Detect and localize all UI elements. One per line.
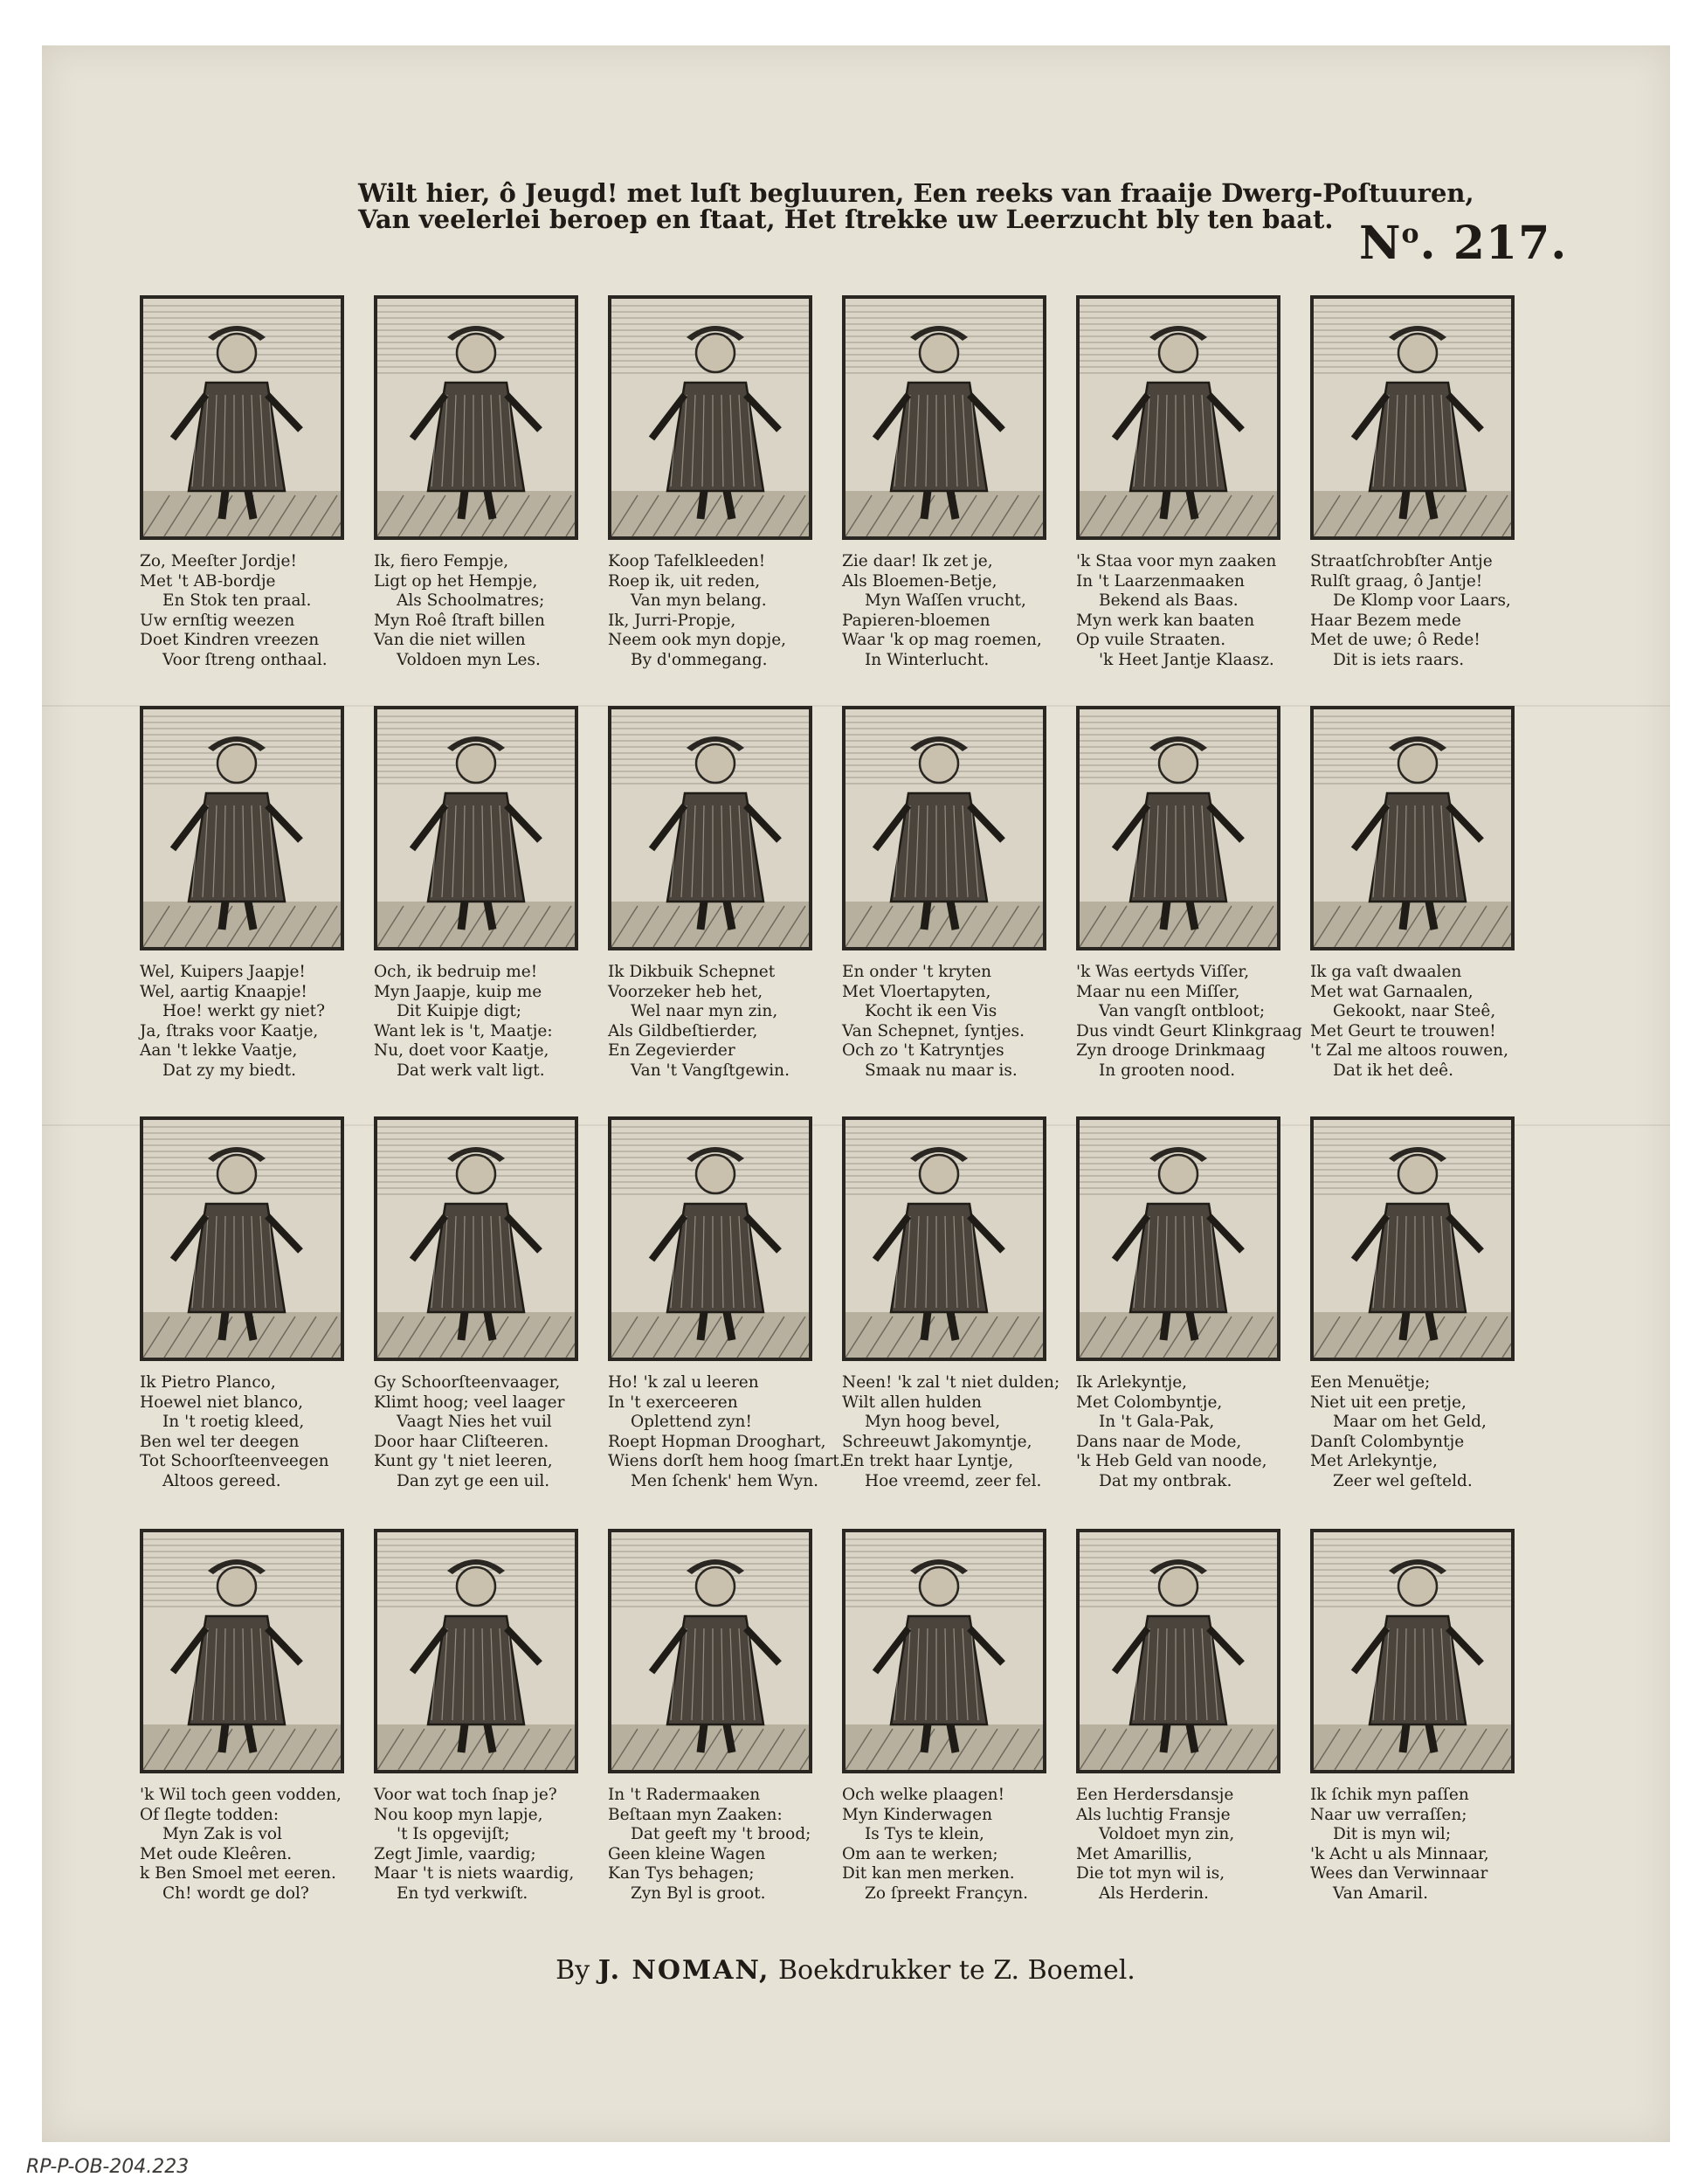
- figure-cell: [1310, 1116, 1520, 1491]
- verse-line: Ik, Jurri-Propje,: [608, 611, 736, 630]
- imprint-printer: J. NOMAN,: [597, 1955, 770, 1986]
- verse-line: 'k Was eertyds Viſſer,: [1076, 963, 1250, 981]
- verse-line: Och, ik bedruip me!: [374, 963, 538, 981]
- verse-line: Zo, Meeſter Jordje!: [140, 552, 297, 570]
- verse-line: En trekt haar Lyntje,: [842, 1452, 1014, 1470]
- verse: [608, 1373, 845, 1491]
- verse-line: Kocht ik een Vis: [865, 1002, 997, 1020]
- woodcut-image: [1080, 1120, 1277, 1358]
- verse-line: Danſt Colombyntje: [1310, 1432, 1465, 1451]
- verse-line: Och zo 't Katryntjes: [842, 1041, 1004, 1060]
- verse-line: Beſtaan myn Zaaken:: [608, 1805, 783, 1824]
- woodcut-figure: [1310, 1116, 1515, 1361]
- woodcut-figure: [842, 1116, 1046, 1361]
- verse-line: De Klomp voor Laars,: [1333, 591, 1511, 610]
- verse-line: Dit Kuipje digt;: [397, 1002, 521, 1020]
- verse-line: Aan 't lekke Vaatje,: [140, 1041, 298, 1060]
- verse-line: In 't exerceeren: [608, 1393, 738, 1412]
- verse-line: Voor ſtreng onthaal.: [162, 650, 328, 669]
- verse-line: Myn Zak is vol: [162, 1825, 282, 1843]
- title-line-1: Wilt hier, ô Jeugd! met luſt begluuren, Een reeks van fraaije Dwerg-Poſtuuren,: [358, 178, 1474, 208]
- verse-line: Kan Tys behagen;: [608, 1864, 755, 1883]
- verse-line: Och welke plaagen!: [842, 1786, 1005, 1804]
- verse: [1310, 552, 1520, 670]
- woodcut-figure: [374, 295, 578, 540]
- verse-line: Voor wat toch ſnap je?: [374, 1786, 557, 1804]
- verse-line: Tot Schoorſteenveegen: [140, 1452, 329, 1470]
- verse-line: Myn Kinderwagen: [842, 1805, 993, 1824]
- figure-cell: [374, 1116, 583, 1491]
- verse-line: Maar om het Geld,: [1333, 1413, 1487, 1431]
- verse-line: Is Tys te klein,: [865, 1825, 984, 1843]
- verse-line: Roep ik, uit reden,: [608, 571, 761, 591]
- verse-line: Ja, ſtraks voor Kaatje,: [140, 1021, 319, 1040]
- verse-line: Ik Dikbuik Schepnet: [608, 963, 776, 981]
- woodcut-image: [143, 1532, 341, 1770]
- verse-line: Myn werk kan baaten: [1076, 611, 1255, 630]
- figure-cell: [842, 295, 1052, 670]
- verse-line: Altoos gereed.: [162, 1471, 281, 1490]
- verse-line: Niet uit een pretje,: [1310, 1393, 1467, 1412]
- verse-line: Zyn drooge Drinkmaag: [1076, 1041, 1266, 1060]
- woodcut-figure: [1310, 295, 1515, 540]
- verse: [1310, 963, 1520, 1081]
- verse-line: Met Geurt te trouwen!: [1310, 1021, 1496, 1040]
- woodcut-image: [143, 299, 341, 536]
- verse-line: Dit is iets raars.: [1333, 650, 1465, 669]
- figure-cell: [1076, 706, 1302, 1081]
- verse-line: Dat my ontbrak.: [1099, 1471, 1232, 1490]
- woodcut-image: [1080, 299, 1277, 536]
- figure-cell: [1076, 295, 1286, 670]
- verse-line: 't Zal me altoos rouwen,: [1310, 1041, 1508, 1060]
- verse-line: Zie daar! Ik zet je,: [842, 552, 993, 570]
- figure-cell: [140, 1529, 349, 1904]
- verse-line: Ch! wordt ge dol?: [162, 1883, 309, 1903]
- verse-line: 'k Wil toch geen vodden,: [140, 1786, 342, 1804]
- woodcut-image: [143, 709, 341, 947]
- verse-line: Vaagt Nies het vuil: [397, 1413, 552, 1431]
- verse-line: Oplettend zyn!: [631, 1413, 752, 1431]
- verse: [1076, 963, 1302, 1081]
- verse: [140, 1373, 349, 1491]
- verse-line: Ligt op het Hempje,: [374, 571, 538, 591]
- verse-line: Door haar Cliſteeren.: [374, 1432, 549, 1451]
- woodcut-image: [1080, 709, 1277, 947]
- verse-line: Voldoen myn Les.: [397, 650, 541, 669]
- verse-line: Hoewel niet blanco,: [140, 1393, 303, 1412]
- verse-line: Hoe vreemd, zeer fel.: [865, 1471, 1042, 1490]
- woodcut-image: [377, 1532, 575, 1770]
- verse-line: Die tot myn wil is,: [1076, 1864, 1225, 1883]
- woodcut-image: [377, 709, 575, 947]
- verse-line: Zeer wel geſteld.: [1333, 1471, 1473, 1490]
- woodcut-image: [143, 1120, 341, 1358]
- woodcut-figure: [608, 706, 812, 950]
- verse-line: Met 't AB-bordje: [140, 571, 276, 591]
- verse-line: Als Gildbeſtierder,: [608, 1021, 758, 1040]
- figure-cell: [608, 295, 818, 670]
- figure-cell: [140, 706, 349, 1081]
- figure-cell: [1076, 1116, 1286, 1491]
- verse-line: Dit kan men merken.: [842, 1864, 1015, 1883]
- woodcut-figure: [374, 706, 578, 950]
- woodcut-figure: [1076, 295, 1280, 540]
- verse-line: En Zegevierder: [608, 1041, 735, 1060]
- verse-line: Met Colombyntje,: [1076, 1393, 1223, 1412]
- verse-line: Ik, fiero Fempje,: [374, 552, 509, 570]
- verse: [1076, 1373, 1286, 1491]
- woodcut-figure: [608, 1529, 812, 1773]
- verse-line: In 't Laarzenmaaken: [1076, 571, 1245, 591]
- woodcut-image: [611, 299, 809, 536]
- verse-line: Met wat Garnaalen,: [1310, 982, 1474, 1001]
- verse-line: Geen kleine Wagen: [608, 1844, 766, 1863]
- title-line-2: Van veelerlei beroep en ſtaat, Het ſtrekke uw Leerzucht bly ten baat.: [358, 204, 1334, 234]
- verse-line: Voorzeker heb het,: [608, 982, 763, 1001]
- verse-line: Dat ik het deê.: [1333, 1061, 1453, 1080]
- verse-line: In 't Radermaaken: [608, 1786, 761, 1804]
- verse-line: Want lek is 't, Maatje:: [374, 1021, 553, 1040]
- verse-line: Wiens dorſt hem hoog ſmart.: [608, 1452, 845, 1470]
- verse-line: Zyn Byl is groot.: [631, 1883, 766, 1903]
- verse-line: k Ben Smoel met eeren.: [140, 1864, 336, 1883]
- woodcut-figure: [608, 295, 812, 540]
- verse-line: Met Arlekyntje,: [1310, 1452, 1438, 1470]
- verse-line: Nu, doet voor Kaatje,: [374, 1041, 549, 1060]
- verse-line: Als luchtig Fransje: [1076, 1805, 1231, 1824]
- verse-line: Rulſt graag, ô Jantje!: [1310, 571, 1483, 591]
- verse-line: Of ſlegte todden:: [140, 1805, 280, 1824]
- verse-line: Neen! 'k zal 't niet dulden;: [842, 1373, 1060, 1392]
- figure-cell: [1310, 706, 1520, 1081]
- verse: [842, 552, 1052, 670]
- verse: [140, 552, 349, 670]
- verse-line: Ik ſchik myn paſſen: [1310, 1786, 1469, 1804]
- verse-line: Papieren-bloemen: [842, 611, 990, 630]
- verse: [1310, 1786, 1520, 1904]
- verse-line: Wees dan Verwinnaar: [1310, 1864, 1488, 1883]
- verse: [608, 1786, 818, 1904]
- figure-cell: [140, 295, 349, 670]
- woodcut-figure: [140, 295, 344, 540]
- verse-line: En tyd verkwiſt.: [397, 1883, 528, 1903]
- verse-line: In grooten nood.: [1099, 1061, 1236, 1080]
- verse: [842, 1786, 1052, 1904]
- verse: [1076, 552, 1286, 670]
- verse-line: By d'ommegang.: [631, 650, 768, 669]
- verse: [842, 963, 1052, 1081]
- verse-line: In 't roetig kleed,: [162, 1413, 305, 1431]
- woodcut-figure: [1310, 1529, 1515, 1773]
- figure-cell: [374, 295, 583, 670]
- number-prefix: N: [1359, 217, 1402, 270]
- verse: [374, 1373, 583, 1491]
- verse-line: 'k Heet Jantje Klaasz.: [1099, 650, 1274, 669]
- verse-line: Maar 't is niets waardig,: [374, 1864, 575, 1883]
- verse-line: Naar uw verraſſen;: [1310, 1805, 1467, 1824]
- verse-line: Ik ga vaſt dwaalen: [1310, 963, 1462, 981]
- verse-line: Men ſchenk' hem Wyn.: [631, 1471, 818, 1490]
- woodcut-image: [611, 1120, 809, 1358]
- verse: [140, 1786, 349, 1904]
- figure-cell: [842, 1529, 1052, 1904]
- woodcut-figure: [842, 295, 1046, 540]
- figure-cell: [140, 1116, 349, 1491]
- verse-line: Dat geeft my 't brood;: [631, 1825, 811, 1843]
- verse-line: Bekend als Baas.: [1099, 591, 1239, 610]
- woodcut-image: [846, 1120, 1043, 1358]
- verse-line: Met oude Kleêren.: [140, 1844, 293, 1863]
- verse: [374, 1786, 583, 1904]
- verse-line: Dat werk valt ligt.: [397, 1061, 545, 1080]
- figure-cell: [374, 1529, 583, 1904]
- verse-line: Klimt hoog; veel laager: [374, 1393, 565, 1412]
- verse-line: Roept Hopman Drooghart,: [608, 1432, 826, 1451]
- verse-line: Dat zy my biedt.: [162, 1061, 296, 1080]
- woodcut-figure: [374, 1529, 578, 1773]
- verse-line: Om aan te werken;: [842, 1844, 998, 1863]
- verse-line: Nou koop myn lapje,: [374, 1805, 543, 1824]
- page-title: [358, 178, 1474, 234]
- woodcut-figure: [374, 1116, 578, 1361]
- verse-line: Van Amaril.: [1333, 1883, 1428, 1903]
- woodcut-figure: [842, 706, 1046, 950]
- verse-line: Zegt Jimle, vaardig;: [374, 1844, 536, 1863]
- verse-line: Ho! 'k zal u leeren: [608, 1373, 759, 1392]
- verse-line: Smaak nu maar is.: [865, 1061, 1018, 1080]
- verse-line: Dan zyt ge een uil.: [397, 1471, 550, 1490]
- woodcut-image: [846, 299, 1043, 536]
- archive-mark: RP-P-OB-204.223: [26, 2156, 190, 2178]
- verse-line: Als Herderin.: [1099, 1883, 1209, 1903]
- verse-line: Kunt gy 't niet leeren,: [374, 1452, 553, 1470]
- verse-line: Straatſchrobſter Antje: [1310, 552, 1493, 570]
- verse-line: 'k Heb Geld van noode,: [1076, 1452, 1267, 1470]
- verse-line: Dit is myn wil;: [1333, 1825, 1452, 1843]
- number-sup: o: [1401, 218, 1420, 250]
- woodcut-image: [611, 709, 809, 947]
- figure-cell: [842, 1116, 1060, 1491]
- verse-line: Myn Waſſen vrucht,: [865, 591, 1026, 610]
- verse-line: Dans naar de Mode,: [1076, 1432, 1242, 1451]
- verse-line: Als Schoolmatres;: [397, 591, 545, 610]
- verse-line: Neem ook myn dopje,: [608, 631, 787, 649]
- verse-line: Op vuile Straaten.: [1076, 631, 1226, 649]
- verse-line: Als Bloemen-Betje,: [842, 571, 997, 591]
- woodcut-figure: [1076, 706, 1280, 950]
- woodcut-image: [846, 709, 1043, 947]
- verse-line: Doet Kindren vreezen: [140, 631, 320, 649]
- verse: [842, 1373, 1060, 1491]
- verse-line: Dus vindt Geurt Klinkgraag: [1076, 1021, 1302, 1040]
- figure-cell: [374, 706, 583, 1081]
- woodcut-image: [1314, 299, 1511, 536]
- woodcut-figure: [1076, 1529, 1280, 1773]
- verse: [140, 963, 349, 1081]
- verse-line: Zo ſpreekt Françyn.: [865, 1883, 1029, 1903]
- verse: [374, 963, 583, 1081]
- verse-line: Gekookt, naar Steê,: [1333, 1002, 1496, 1020]
- verse-line: Een Herdersdansje: [1076, 1786, 1234, 1804]
- verse-line: Ik Arlekyntje,: [1076, 1373, 1188, 1392]
- woodcut-image: [846, 1532, 1043, 1770]
- verse-line: 'k Staa voor myn zaaken: [1076, 552, 1277, 570]
- verse-line: Waar 'k op mag roemen,: [842, 631, 1042, 649]
- sheet-number: [1359, 217, 1567, 270]
- verse-line: En onder 't kryten: [842, 963, 992, 981]
- figure-cell: [842, 706, 1052, 1081]
- woodcut-figure: [140, 1529, 344, 1773]
- number-value: . 217.: [1419, 217, 1568, 270]
- verse-line: Van vangſt ontbloot;: [1099, 1002, 1266, 1020]
- verse-line: Myn Roê ſtraft billen: [374, 611, 545, 630]
- verse-line: Wel, aartig Knaapje!: [140, 982, 307, 1001]
- imprint-suffix: Boekdrukker te Z. Boemel.: [778, 1955, 1135, 1986]
- woodcut-figure: [1310, 706, 1515, 950]
- figure-cell: [1076, 1529, 1286, 1904]
- verse-line: Gy Schoorſteenvaager,: [374, 1373, 561, 1392]
- verse-line: Een Menuëtje;: [1310, 1373, 1431, 1392]
- woodcut-image: [1080, 1532, 1277, 1770]
- verse-line: 'k Acht u als Minnaar,: [1310, 1844, 1489, 1863]
- verse-line: Koop Tafelkleeden!: [608, 552, 766, 570]
- verse-line: Maar nu een Miſſer,: [1076, 982, 1240, 1001]
- verse-line: Van 't Vangſtgewin.: [631, 1061, 790, 1080]
- woodcut-image: [377, 299, 575, 536]
- woodcut-figure: [608, 1116, 812, 1361]
- verse-line: Hoe! werkt gy niet?: [162, 1002, 325, 1020]
- verse-line: Met Vloertapyten,: [842, 982, 991, 1001]
- verse-line: Wilt allen hulden: [842, 1393, 982, 1412]
- woodcut-image: [1314, 709, 1511, 947]
- verse: [608, 552, 818, 670]
- woodcut-image: [1314, 1120, 1511, 1358]
- verse-line: Van myn belang.: [631, 591, 767, 610]
- verse: [374, 552, 583, 670]
- figure-cell: [1310, 1529, 1520, 1904]
- verse-line: En Stok ten praal.: [162, 591, 312, 610]
- woodcut-figure: [140, 1116, 344, 1361]
- woodcut-figure: [842, 1529, 1046, 1773]
- verse-line: Van Schepnet, ſyntjes.: [842, 1021, 1025, 1040]
- verse-line: Met de uwe; ô Rede!: [1310, 631, 1480, 649]
- verse-line: In Winterlucht.: [865, 650, 990, 669]
- imprint-prefix: By: [556, 1955, 590, 1986]
- verse-line: Myn Jaapje, kuip me: [374, 982, 542, 1001]
- verse-line: Met Amarillis,: [1076, 1844, 1193, 1863]
- verse-line: Schreeuwt Jakomyntje,: [842, 1432, 1032, 1451]
- woodcut-image: [1314, 1532, 1511, 1770]
- verse: [1310, 1373, 1520, 1491]
- verse-line: Van die niet willen: [374, 631, 526, 649]
- verse-line: Haar Bezem mede: [1310, 611, 1461, 630]
- woodcut-image: [377, 1120, 575, 1358]
- verse-line: Wel naar myn zin,: [631, 1002, 778, 1020]
- verse-line: Uw ernſtig weezen: [140, 611, 295, 630]
- woodcut-image: [611, 1532, 809, 1770]
- figure-cell: [608, 1116, 845, 1491]
- verse-line: Wel, Kuipers Jaapje!: [140, 963, 306, 981]
- verse-line: In 't Gala-Pak,: [1099, 1413, 1215, 1431]
- printer-imprint: [0, 1955, 1691, 1986]
- verse-line: Ben wel ter deegen: [140, 1432, 300, 1451]
- woodcut-figure: [140, 706, 344, 950]
- figure-cell: [1310, 295, 1520, 670]
- figure-cell: [608, 706, 818, 1081]
- woodcut-figure: [1076, 1116, 1280, 1361]
- verse-line: Myn hoog bevel,: [865, 1413, 1001, 1431]
- verse-line: Ik Pietro Planco,: [140, 1373, 276, 1392]
- verse: [608, 963, 818, 1081]
- verse: [1076, 1786, 1286, 1904]
- figure-cell: [608, 1529, 818, 1904]
- verse-line: 't Is opgevijſt;: [397, 1825, 510, 1843]
- verse-line: Voldoet myn zin,: [1099, 1825, 1235, 1843]
